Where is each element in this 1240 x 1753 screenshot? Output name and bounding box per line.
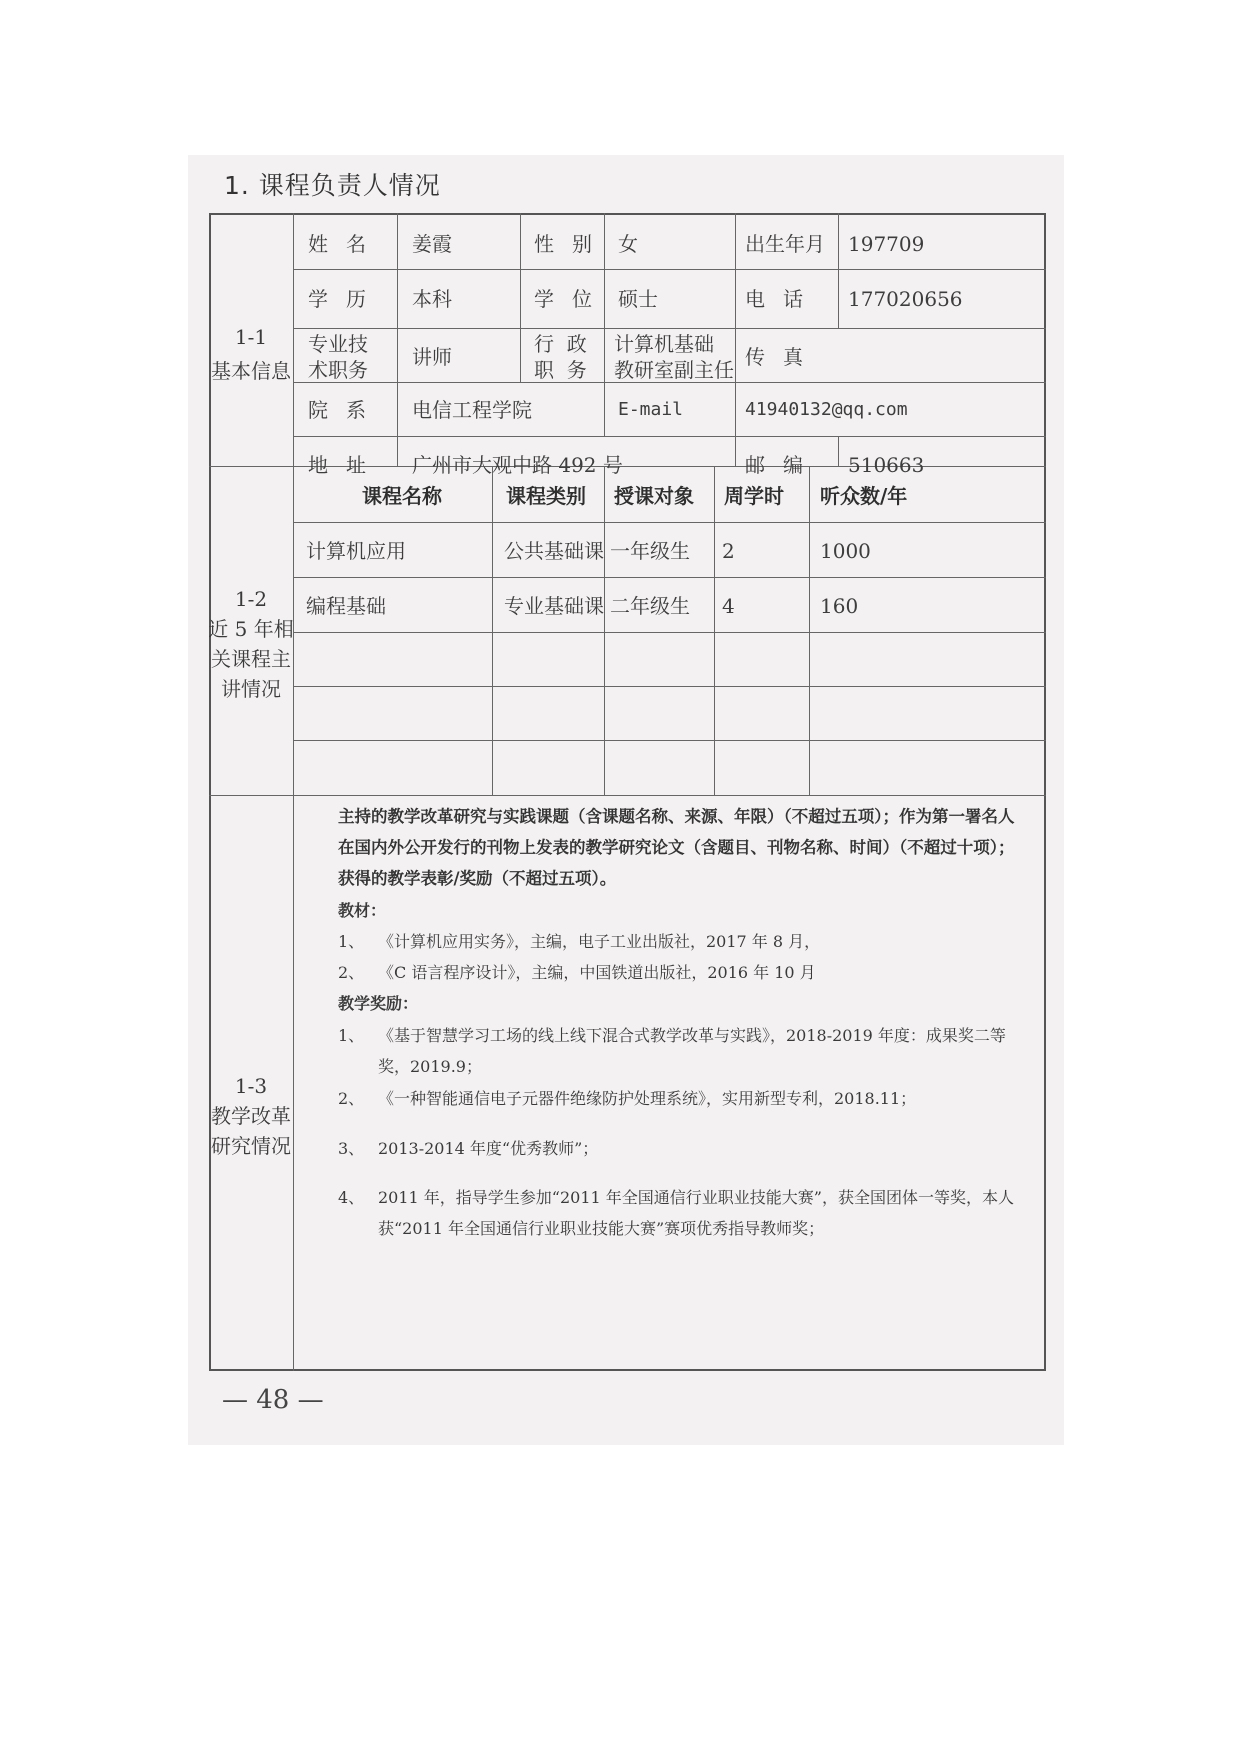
sec2-name-3: 讲情况 [221,677,281,701]
course-header-type: 课程类别 [506,484,586,508]
rule-col-d [735,213,736,466]
gender-label: 性别 [534,232,610,256]
research-intro: 主持的教学改革研究与实践课题（含课题名称、来源、年限）（不超过五项）；作为第一署名人在国内外公开发行的刊物上发表的教学研究论文（含题目、刊物名称、时间）（不超过十项）；获得的教学表彰/奖励（不超过五项）。 [338,807,1015,888]
course-header-target: 授课对象 [614,484,694,508]
fax-label: 传真 [745,345,821,369]
rule-row2 [293,328,1046,329]
textbook-heading: 教材： [338,901,387,920]
page-number: — 48 — [222,1385,324,1415]
rule-course-2 [293,632,1046,633]
admin-value-2: 教研室副主任 [614,358,734,382]
admin-label-2: 职 务 [534,358,587,382]
course-row-1-hours: 2 [722,539,735,563]
rule-sec2-bottom [209,795,1046,796]
sec1-code: 1-1 [234,325,268,349]
rule-course-4 [293,740,1046,741]
sec2-code: 1-2 [234,587,268,611]
rule-course-col2 [604,466,605,795]
award-2-num: 2、 [338,1089,365,1108]
title-value: 讲师 [412,345,452,369]
rule-col-e2 [838,436,839,466]
course-row-1-audience: 1000 [820,539,871,563]
course-row-2-name: 编程基础 [306,594,386,618]
award-1-text: 《基于智慧学习工场的线上线下混合式教学改革与实践》，2018-2019 年度：成果奖二等奖，2019.9； [378,1026,1006,1076]
admin-value-1: 计算机基础 [614,332,714,356]
rule-row4 [293,436,1046,437]
course-header-hours: 周学时 [724,484,784,508]
rule-course-col3 [714,466,715,795]
textbook-1-text: 《计算机应用实务》，主编，电子工业出版社，2017 年 8 月， [378,932,821,951]
rule-col-a [397,213,398,466]
sec2-name-2: 关课程主 [211,647,291,671]
edu-value: 本科 [412,287,452,311]
addr-value: 广州市大观中路 492 号 [412,453,623,477]
textbook-2 [338,957,816,988]
sec3-name-1: 教学改革 [211,1104,291,1128]
textbook-2-text: 《C 语言程序设计》，主编，中国铁道出版社，2016 年 10 月 [378,963,816,982]
rule-course-3 [293,686,1046,687]
rule-course-col4 [809,466,810,795]
rule-row1 [293,269,1046,270]
award-1-num: 1、 [338,1026,365,1045]
award-2-text: 《一种智能通信电子元器件绝缘防护处理系统》，实用新型专利，2018.11； [378,1089,917,1108]
admin-label-1: 行 政 [534,332,587,356]
rule-sec-col [293,213,294,1371]
dept-value: 电信工程学院 [412,398,532,422]
course-row-2-audience: 160 [820,594,859,618]
name-value: 姜霞 [412,232,452,256]
textbook-1 [338,926,820,957]
email-label: E-mail [618,399,684,420]
birth-label: 出生年月 [745,232,825,256]
addr-label: 地址 [308,453,384,477]
gender-value: 女 [618,232,638,256]
course-row-1-target: 一年级生 [610,539,690,563]
award-heading: 教学奖励： [338,994,419,1013]
course-header-audience: 听众数/年 [820,484,908,508]
course-row-2-type: 专业基础课 [504,594,604,618]
name-label: 姓名 [308,232,384,256]
zip-value: 510663 [848,453,925,477]
course-row-1-name: 计算机应用 [306,539,406,563]
award-4-text: 2011 年，指导学生参加“2011 年全国通信行业职业技能大赛”，获全国团体一等奖，本人获“2011 年全国通信行业职业技能大赛”赛项优秀指导教师奖； [378,1188,1014,1238]
rule-col-c2 [604,382,605,436]
award-4-num: 4、 [338,1188,365,1207]
award-3-num: 3、 [338,1139,365,1158]
rule-col-b [520,213,521,382]
course-header-name: 课程名称 [362,484,442,508]
sec2-name-1: 近 5 年相 [208,617,294,641]
textbook-2-num: 2、 [338,963,365,982]
edu-label: 学历 [308,287,384,311]
dept-label: 院系 [308,398,384,422]
phone-value: 177020656 [848,287,963,311]
birth-value: 197709 [848,232,925,256]
rule-course-header [293,522,1046,523]
zip-label: 邮编 [745,453,821,477]
sec3-name-2: 研究情况 [211,1134,291,1158]
degree-label: 学位 [534,287,610,311]
section-title: 1. 课程负责人情况 [224,171,441,200]
title-label-2: 术职务 [308,358,368,382]
textbook-1-num: 1、 [338,932,365,951]
email-value: 41940132@qq.com [745,399,908,420]
course-row-2-hours: 4 [722,594,735,618]
rule-col-e1 [838,213,839,328]
sec3-code: 1-3 [234,1074,268,1098]
rule-course-col1 [492,466,493,795]
course-row-1-type: 公共基础课 [504,539,604,563]
degree-value: 硕士 [618,287,658,311]
award-3-text: 2013-2014 年度“优秀教师”； [378,1139,599,1158]
title-label-1: 专业技 [308,332,368,356]
sec1-name: 基本信息 [211,359,291,383]
rule-course-1 [293,577,1046,578]
course-row-2-target: 二年级生 [610,594,690,618]
phone-label: 电话 [745,287,821,311]
